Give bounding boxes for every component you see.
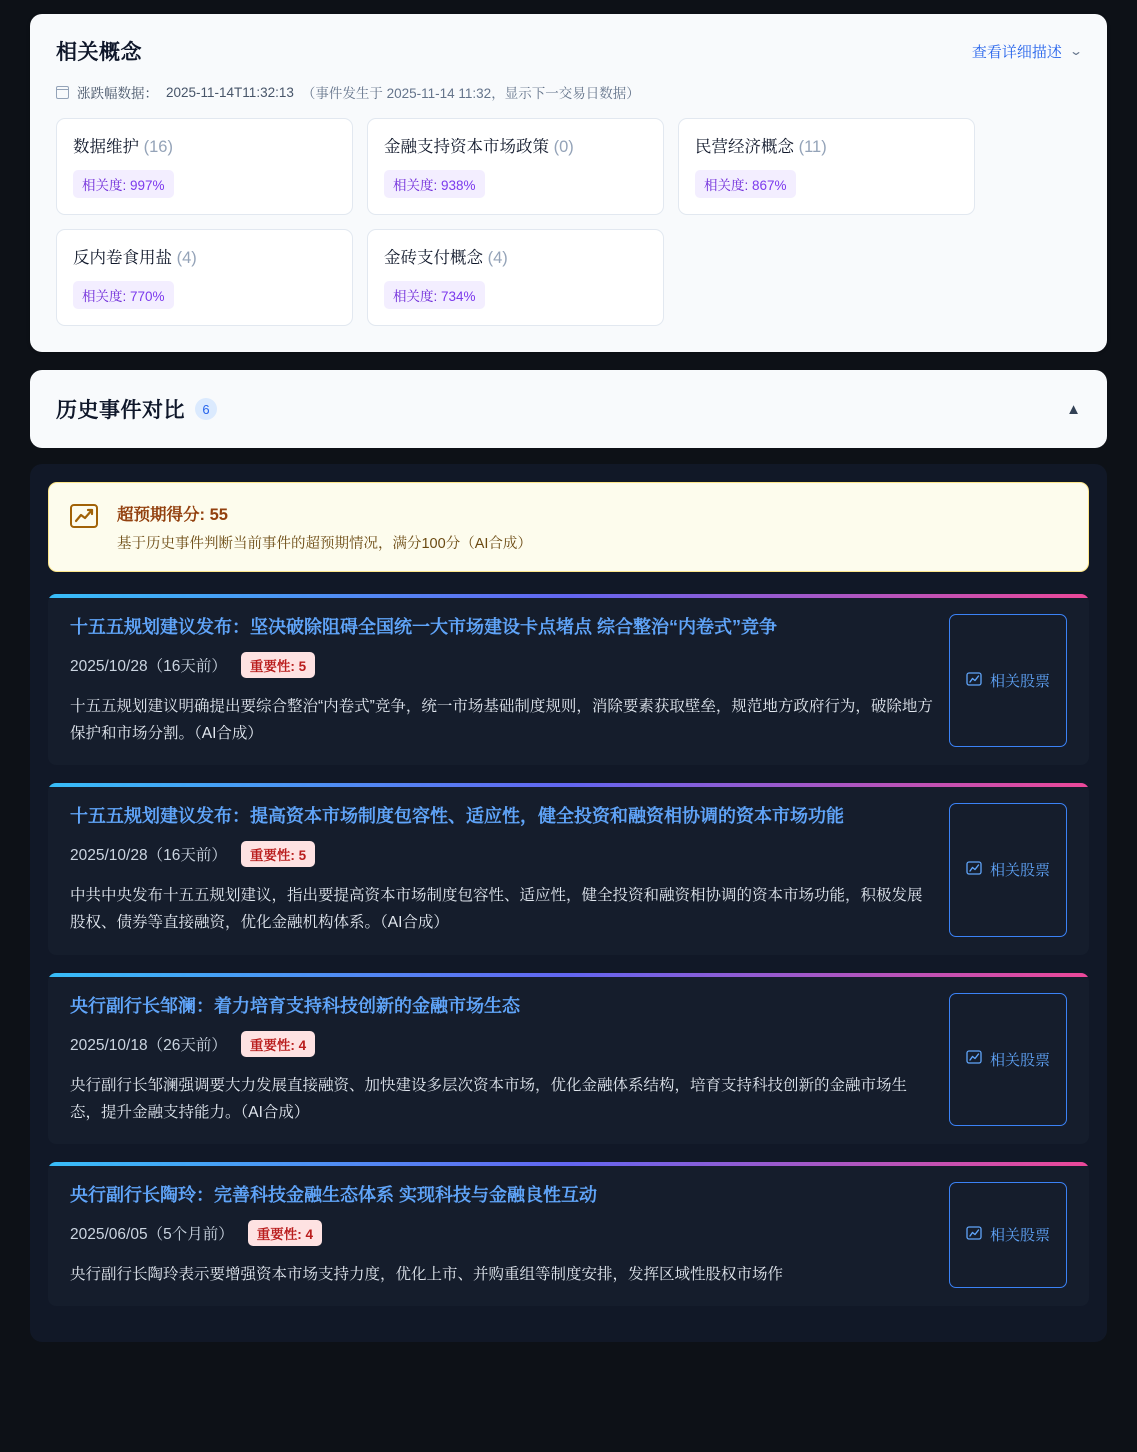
chevron-up-icon[interactable]: ▲ (1066, 400, 1081, 418)
event-description: 中共中央发布十五五规划建议，指出要提高资本市场制度包容性、适应性，健全投资和融资相协调的资本市场功能，积极发展股权、债券等直接融资，优化金融机构体系。（AI合成） (70, 887, 923, 932)
concept-name: 民营经济概念 (695, 138, 794, 156)
relevance-label: 相关度: (82, 289, 127, 304)
concept-name-wrap (384, 133, 647, 157)
surprise-score-box (48, 482, 1089, 572)
related-stocks-button[interactable] (949, 993, 1067, 1126)
history-count-badge: 6 (195, 398, 217, 420)
concept-card[interactable] (367, 118, 664, 215)
meta-note: （事件发生于 2025-11-14 11:32，显示下一交易日数据） (301, 86, 640, 101)
event-meta-row (70, 841, 933, 867)
importance-label: 重要性: (256, 1226, 302, 1242)
importance-value: 5 (298, 848, 307, 864)
trend-up-chart-icon (69, 501, 99, 531)
importance-badge (241, 841, 315, 867)
surprise-score-label: 超预期得分: (117, 506, 205, 524)
event-date: 2025/06/05（5个月前） (70, 1225, 234, 1243)
concept-count: (16) (143, 138, 173, 156)
concept-count: (4) (176, 249, 197, 267)
importance-value: 4 (305, 1226, 313, 1242)
concept-card[interactable] (56, 229, 353, 326)
related-concepts-card (30, 14, 1107, 352)
history-event-card (48, 783, 1089, 954)
related-stocks-label: 相关股票 (989, 1051, 1050, 1069)
history-event-card (48, 594, 1089, 765)
concept-name: 金融支持资本市场政策 (384, 138, 549, 156)
chart-icon (966, 1049, 982, 1069)
event-date: 2025/10/28（16天前） (70, 847, 227, 865)
relevance-badge (73, 281, 174, 309)
concept-count: (11) (798, 138, 827, 156)
event-title[interactable]: 央行副行长陶玲：完善科技金融生态体系 实现科技与金融良性互动 (70, 1184, 597, 1205)
concept-grid (56, 118, 1081, 326)
related-stocks-label: 相关股票 (989, 862, 1050, 880)
importance-badge (241, 1031, 315, 1057)
relevance-value: 734% (441, 289, 476, 304)
event-date: 2025/10/28（16天前） (70, 658, 227, 675)
related-stocks-button[interactable] (949, 1182, 1067, 1288)
calendar-icon (56, 86, 69, 99)
importance-badge (248, 1220, 322, 1246)
surprise-score-value: 55 (209, 506, 228, 524)
history-event-card (48, 1162, 1089, 1306)
chart-icon (966, 1225, 982, 1245)
concept-name: 金砖支付概念 (384, 249, 483, 267)
meta-prefix: 涨跌幅数据： (77, 86, 158, 101)
chevron-down-icon: ⌄ (1068, 44, 1084, 58)
history-event-card (48, 973, 1089, 1144)
relevance-value: 997% (130, 178, 165, 193)
importance-label: 重要性: (249, 659, 295, 674)
event-description: 十五五规划建议明确提出要综合整治“内卷式”竞争，统一市场基础制度规则，消除要素获取壁垒，规范地方政府行为，破除地方保护和市场分割。（AI合成） (70, 698, 933, 743)
relevance-badge (384, 170, 485, 198)
event-description: 央行副行长陶玲表示要增强资本市场支持力度，优化上市、并购重组等制度安排，发挥区域性股权市场作 (70, 1265, 784, 1283)
event-description: 央行副行长邹澜强调要大力发展直接融资、加快建设多层次资本市场，优化金融体系结构，培育支持科技创新的金融市场生态，提升金融支持能力。（AI合成） (70, 1076, 908, 1121)
event-meta-row (70, 1031, 933, 1057)
concept-name: 数据维护 (73, 138, 139, 156)
page-title: 相关概念 (56, 41, 142, 64)
concept-card[interactable] (56, 118, 353, 215)
importance-value: 4 (298, 1037, 307, 1053)
relevance-badge (695, 170, 796, 198)
concept-name-wrap (695, 133, 958, 157)
concept-name-wrap (73, 244, 336, 268)
relevance-value: 938% (441, 178, 476, 193)
relevance-value: 867% (752, 178, 787, 193)
history-comparison-title: 历史事件对比 (56, 399, 185, 422)
concept-count: (0) (553, 138, 574, 156)
meta-timestamp: 2025-11-14T11:32:13 (166, 84, 294, 100)
event-title[interactable]: 央行副行长邹澜：着力培育支持科技创新的金融市场生态 (70, 995, 520, 1016)
view-detail-description-link[interactable] (971, 41, 1084, 62)
event-date: 2025/10/18（26天前） (70, 1036, 227, 1054)
related-stocks-button[interactable] (949, 614, 1067, 747)
concept-name-wrap (384, 244, 647, 268)
view-detail-description-label: 查看详细描述 (971, 43, 1062, 61)
relevance-value: 770% (130, 289, 165, 304)
concept-card[interactable] (367, 229, 664, 326)
concept-name-wrap (73, 133, 336, 157)
event-title[interactable]: 十五五规划建议发布：提高资本市场制度包容性、适应性，健全投资和融资相协调的资本市场功能 (70, 806, 844, 827)
importance-value: 5 (298, 659, 307, 674)
event-meta-row (70, 1220, 933, 1246)
history-comparison-header[interactable] (30, 370, 1107, 448)
event-title[interactable]: 十五五规划建议发布：坚决破除阻碍全国统一大市场建设卡点堵点 综合整治“内卷式”竞争 (70, 617, 777, 637)
chart-icon (966, 860, 982, 880)
concept-count: (4) (487, 249, 508, 267)
concept-card[interactable] (678, 118, 975, 215)
relevance-label: 相关度: (704, 178, 749, 193)
surprise-score-subtitle: 基于历史事件判断当前事件的超预期情况，满分100分（AI合成） (117, 536, 532, 552)
related-stocks-button[interactable] (949, 803, 1067, 936)
related-stocks-label: 相关股票 (989, 1227, 1050, 1245)
related-stocks-label: 相关股票 (989, 673, 1050, 691)
relevance-label: 相关度: (393, 178, 438, 193)
concept-name: 反内卷食用盐 (73, 249, 172, 267)
related-concepts-header (56, 36, 1084, 66)
history-comparison-body (30, 464, 1107, 1342)
relevance-label: 相关度: (82, 178, 127, 193)
relevance-badge (384, 281, 485, 309)
importance-label: 重要性: (249, 1037, 295, 1053)
price-change-meta (56, 82, 1081, 102)
event-meta-row (70, 652, 933, 678)
surprise-score-title (117, 501, 532, 525)
importance-label: 重要性: (249, 848, 295, 864)
chart-icon (966, 671, 982, 691)
importance-badge (241, 652, 315, 678)
relevance-label: 相关度: (393, 289, 438, 304)
relevance-badge (73, 170, 174, 198)
